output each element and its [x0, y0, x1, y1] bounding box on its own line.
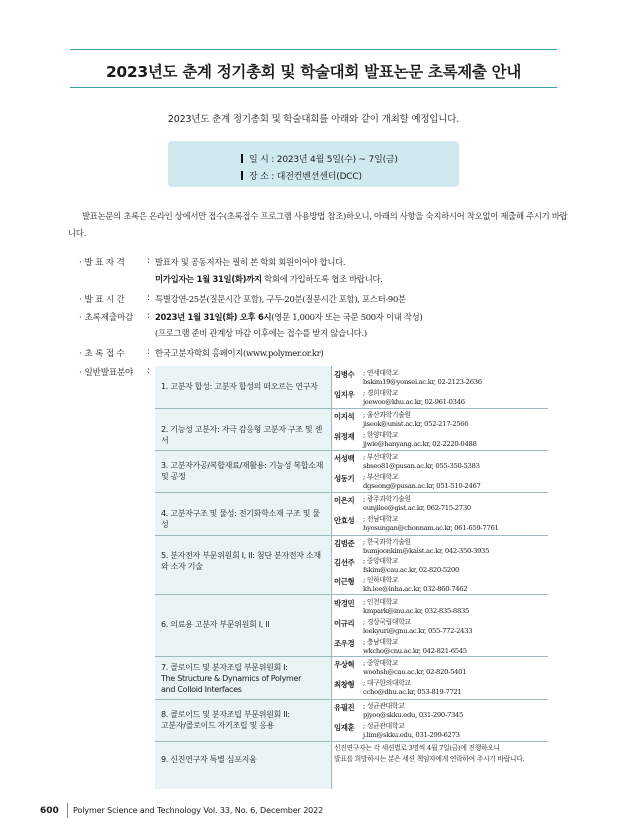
session-4-contact-1: eunjilee@gist.ac.kr, 062-715-2730 — [363, 504, 471, 512]
session-6-name: 6. 의료용 고분자 부문위원회 I, II — [161, 620, 270, 629]
session-2-contact-1: jiseok@unist.ac.kr, 052-217-2566 — [363, 420, 469, 428]
deadline-line2: (프로그램 준비 관계상 마감 이후에는 접수를 받지 않습니다.) — [155, 328, 367, 338]
session-2-org-1: ; 울산과학기술원 — [363, 411, 411, 419]
session-6-org-2: ; 경상국립대학교 — [363, 618, 411, 626]
session-6-contact-2: leekyuri@gnu.ac.kr, 055-772-2433 — [363, 627, 473, 635]
session-7-contact-1: woohsh@cau.ac.kr, 02-820-5401 — [363, 668, 467, 676]
session-8-person-1: 유필진 — [334, 703, 355, 712]
event-date: 일 시 : 2023년 4월 5일(수) ~ 7일(금) — [241, 152, 398, 165]
session-1-contact-2: jeewoo@khu.ac.kr, 02-961-0346 — [363, 398, 465, 406]
label-duration: · 발 표 시 간 — [79, 295, 125, 305]
session-5-org-1: ; 한국과학기술원 — [363, 538, 411, 546]
session-5-org-3: ; 인하대학교 — [363, 576, 399, 584]
session-9-note-2: 발표를 희망하시는 분은 세션 책임자에게 연락하여 주시기 바랍니다. — [334, 755, 525, 763]
session-1-contact-1: bskim19@yonsei.ac.kr, 02-2123-2636 — [363, 378, 482, 386]
session-7-name: 7. 콜로이드 및 분자조립 부문위원회 I: The Structure & Dynamics of Polymer and Colloid Interfaces — [161, 663, 302, 694]
session-5-org-2: ; 중앙대학교 — [363, 557, 399, 565]
session-7-contact-2: ccho@dhu.ac.kr, 053-819-7721 — [363, 688, 462, 696]
session-2-person-2: 위정재 — [334, 432, 355, 441]
label-fields: · 일반발표분야 — [79, 368, 134, 378]
session-9-name: 9. 신진연구자 특별 심포지움 — [161, 755, 257, 764]
session-5-person-3: 이근형 — [334, 577, 355, 586]
session-1-org-1: ; 연세대학교 — [363, 369, 399, 377]
page-title: 2023년도 춘계 정기총회 및 학술대회 발표논문 초록제출 안내 — [105, 63, 522, 81]
session-8-contact-2: j.lim@skku.edu, 031-299-6273 — [363, 731, 460, 739]
label-deadline: · 초록제출마감 — [79, 313, 134, 323]
session-1-name: 1. 고분자 합성: 고분자 합성의 떠오르는 연구자 — [161, 382, 318, 391]
session-5-contact-1: bumjoonkim@kaist.ac.kr, 042-350-3935 — [363, 547, 490, 555]
session-5-name: 5. 분자전자 부문위원회 I, II: 첨단 분자전자 소재와 소자 기술 — [161, 551, 321, 571]
session-5-contact-3: kh.lee@inha.ac.kr, 032-860-7462 — [363, 585, 468, 593]
label-submission: · 초 록 접 수 — [79, 349, 125, 359]
session-2-org-2: ; 한양대학교 — [363, 431, 399, 439]
session-5-person-1: 김범준 — [334, 539, 355, 548]
session-3-contact-1: sbseo81@pusan.ac.kr, 055-350-5383 — [363, 462, 480, 470]
instruction-paragraph: 발표논문의 초록은 온라인 상에서만 접수(초록접수 프로그램 사용방법 참조)하오니, 아래의 사항을 숙지하시어 착오없이 제출해 주시기 바랍니다. — [68, 211, 568, 238]
session-8-org-1: ; 성균관대학교 — [363, 702, 405, 710]
qualification-line2: 미가입자는 1월 31일(화)까지 학회에 가입하도록 협조 바랍니다. — [155, 274, 383, 284]
session-1-person-2: 임지우 — [334, 390, 355, 399]
journal-info: Polymer Science and Technology Vol. 33, No. 6, December 2022 — [73, 806, 324, 815]
session-8-contact-1: pjyoo@skku.edu, 031-290-7345 — [363, 711, 464, 719]
session-1-org-2: ; 경희대학교 — [363, 389, 399, 397]
session-6-contact-1: kmpark@inu.ac.kr, 032-835-8835 — [363, 607, 470, 615]
intro-text: 2023년도 춘계 정기총회 및 학술대회를 아래와 같이 개최할 예정입니다. — [167, 114, 460, 125]
sessions-table — [155, 366, 548, 789]
page-number: 600 — [40, 806, 59, 816]
top-rule — [70, 49, 557, 50]
session-8-person-2: 임재훈 — [334, 723, 355, 732]
qualification-line1: 발표자 및 공동저자는 필히 본 학회 회원이어야 합니다. — [155, 257, 346, 267]
title-rule — [70, 87, 557, 88]
session-3-name: 3. 고분자가공/복합재료/재활용: 기능성 복합소재 및 공정 — [161, 461, 324, 481]
session-7-org-1: ; 중앙대학교 — [363, 659, 399, 667]
session-5-contact-2: fskim@cau.ac.kr, 02-820-5200 — [363, 566, 460, 574]
session-7-org-2: ; 대구한의대학교 — [363, 679, 411, 687]
label-qualification: · 발 표 자 격 — [79, 258, 125, 268]
session-2-contact-2: jjwie@hanyang.ac.kr, 02-2220-0488 — [363, 440, 477, 448]
duration-value: 특별강연-25분(질문시간 포함), 구두-20분(질문시간 포함), 포스터-90분 — [155, 294, 406, 304]
session-7-person-1: 우상혁 — [334, 660, 355, 669]
session-3-org-1: ; 부산대학교 — [363, 453, 399, 461]
session-3-person-2: 성동기 — [334, 474, 355, 483]
session-8-org-2: ; 성균관대학교 — [363, 722, 405, 730]
session-6-org-1: ; 인천대학교 — [363, 598, 399, 606]
session-6-person-3: 조우경 — [334, 639, 355, 648]
session-4-name: 4. 고분자구조 및 물성: 전기화학소재 구조 및 물성 — [161, 509, 320, 529]
session-3-org-2: ; 부산대학교 — [363, 473, 399, 481]
session-2-name: 2. 기능성 고분자: 자극 감응형 고분자 구조 및 센서 — [161, 425, 323, 445]
session-4-org-2: ; 전남대학교 — [363, 515, 399, 523]
session-4-person-2: 안효성 — [334, 516, 355, 525]
session-5-person-2: 김선주 — [334, 558, 355, 567]
session-1-person-1: 김병수 — [334, 370, 355, 379]
footer-divider — [67, 803, 68, 818]
session-4-contact-2: hyosungan@chonnam.ac.kr, 061-659-7761 — [363, 524, 499, 532]
session-9-note-1: 신진연구자는 각 세션별로 3명씩 4월 7일(금)에 진행하오니 — [334, 744, 500, 752]
session-6-person-2: 이규리 — [334, 619, 355, 628]
event-info-box — [168, 141, 459, 187]
session-8-name: 8. 콜로이드 및 분자조립 부문위원회 II: 고분자/콜로이드 자기조립 및 응용 — [161, 710, 290, 730]
session-3-contact-2: dgseong@pusan.ac.kr, 051-510-2467 — [363, 482, 481, 490]
session-6-org-3: ; 충남대학교 — [363, 638, 399, 646]
session-3-person-1: 서성백 — [334, 454, 355, 463]
session-4-org-1: ; 광주과학기술원 — [363, 495, 411, 503]
submission-value: 한국고분자학회 홈페이지(www.polymer.or.kr) — [155, 348, 324, 358]
session-6-contact-3: wkcho@cnu.ac.kr, 042-821-6545 — [363, 647, 467, 655]
event-venue: 장 소 : 대전컨벤션센터(DCC) — [241, 169, 362, 182]
session-4-person-1: 이은지 — [334, 496, 355, 505]
deadline-line1: 2023년 1월 31일(화) 오후 6시(영문 1,000자 또는 국문 500자 이내 작성) — [155, 312, 423, 322]
session-2-person-1: 이지석 — [334, 412, 355, 421]
session-6-person-1: 박경민 — [334, 599, 355, 608]
session-7-person-2: 최창형 — [334, 680, 355, 689]
